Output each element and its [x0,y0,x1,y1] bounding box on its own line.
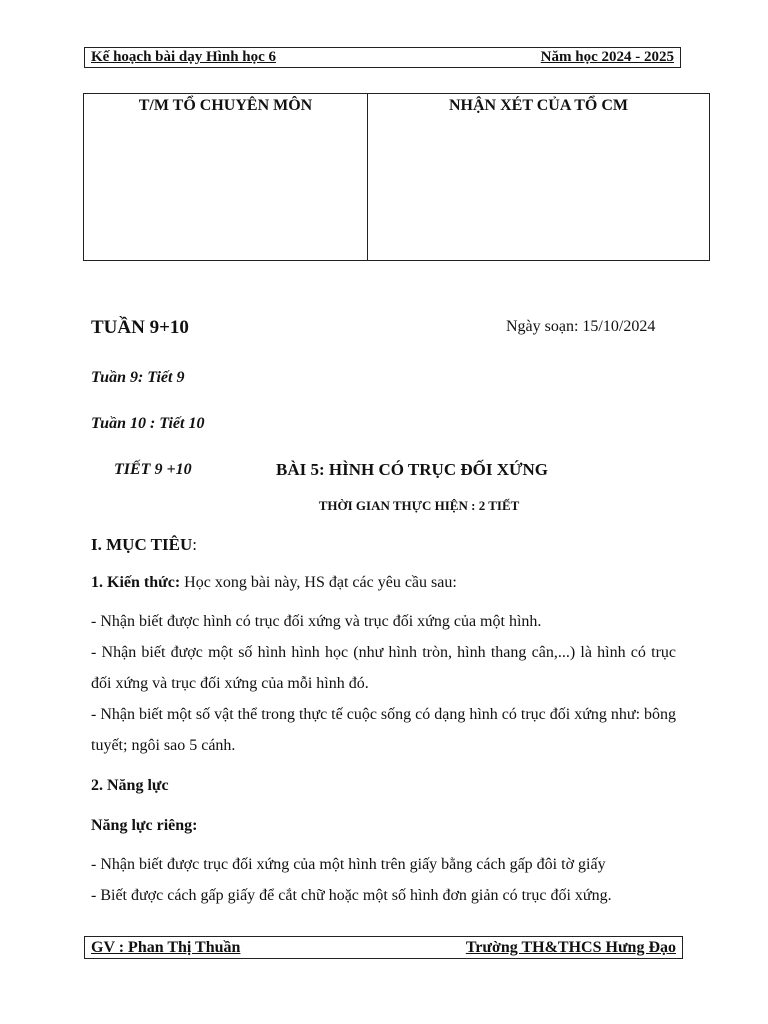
header-school-year: Năm học 2024 - 2025 [540,49,674,65]
knowledge-item: - Nhận biết được một số hình hình học (như hình tròn, hình thang cân,...) là hình có trục đối xứng và trục đối xứng của mỗi hình đó. [91,644,676,692]
page-header [84,47,681,68]
ability-item: - Nhận biết được trục đối xứng của một hình trên giấy bằng cách gấp đôi tờ giấy [91,856,606,873]
section-objectives-colon: : [192,535,197,554]
review-col1-label: T/M TỔ CHUYÊN MÔN [138,97,313,114]
review-cell-head-of-dept [84,94,368,261]
page-footer [84,936,683,959]
review-col2-label: NHẬN XÉT CỦA TỔ CM [449,97,628,114]
knowledge-item: - Nhận biết được hình có trục đối xứng và trục đối xứng của một hình. [91,613,542,630]
week10-period: Tuần 10 : Tiết 10 [91,415,205,432]
knowledge-list [91,606,676,761]
review-cell-comments [368,94,710,261]
week-title: TUẦN 9+10 [91,317,189,338]
lesson-title: BÀI 5: HÌNH CÓ TRỤC ĐỐI XỨNG [276,460,549,479]
knowledge-heading [91,574,457,592]
ability-specific-heading: Năng lực riêng: [91,817,198,834]
ability-list [91,849,676,911]
ability-heading: 2. Năng lực [91,777,169,794]
knowledge-item: - Nhận biết một số vật thể trong thực tế cuộc sống có dạng hình có trục đối xứng như: bông tuyết; ngôi sao 5 cánh. [91,706,677,754]
review-table [83,93,710,261]
ability-item: - Biết được cách gấp giấy để cắt chữ hoặc một số hình đơn giản có trục đối xứng. [91,887,612,904]
section-objectives [91,535,197,555]
footer-teacher: GV : Phan Thị Thuần [91,938,241,956]
footer-school: Trường TH&THCS Hưng Đạo [465,938,676,956]
section-objectives-title: I. MỤC TIÊU [91,535,193,554]
lesson-period: TIẾT 9 +10 [114,461,192,478]
lesson-duration: THỜI GIAN THỰC HIỆN : 2 TIẾT [318,498,520,513]
knowledge-label: 1. Kiến thức: [91,574,181,591]
date-prepared: Ngày soạn: 15/10/2024 [506,318,656,335]
week9-period: Tuần 9: Tiết 9 [91,369,185,386]
header-plan-title: Kế hoạch bài dạy Hình học 6 [91,49,277,65]
knowledge-intro: Học xong bài này, HS đạt các yêu cầu sau: [180,574,457,591]
